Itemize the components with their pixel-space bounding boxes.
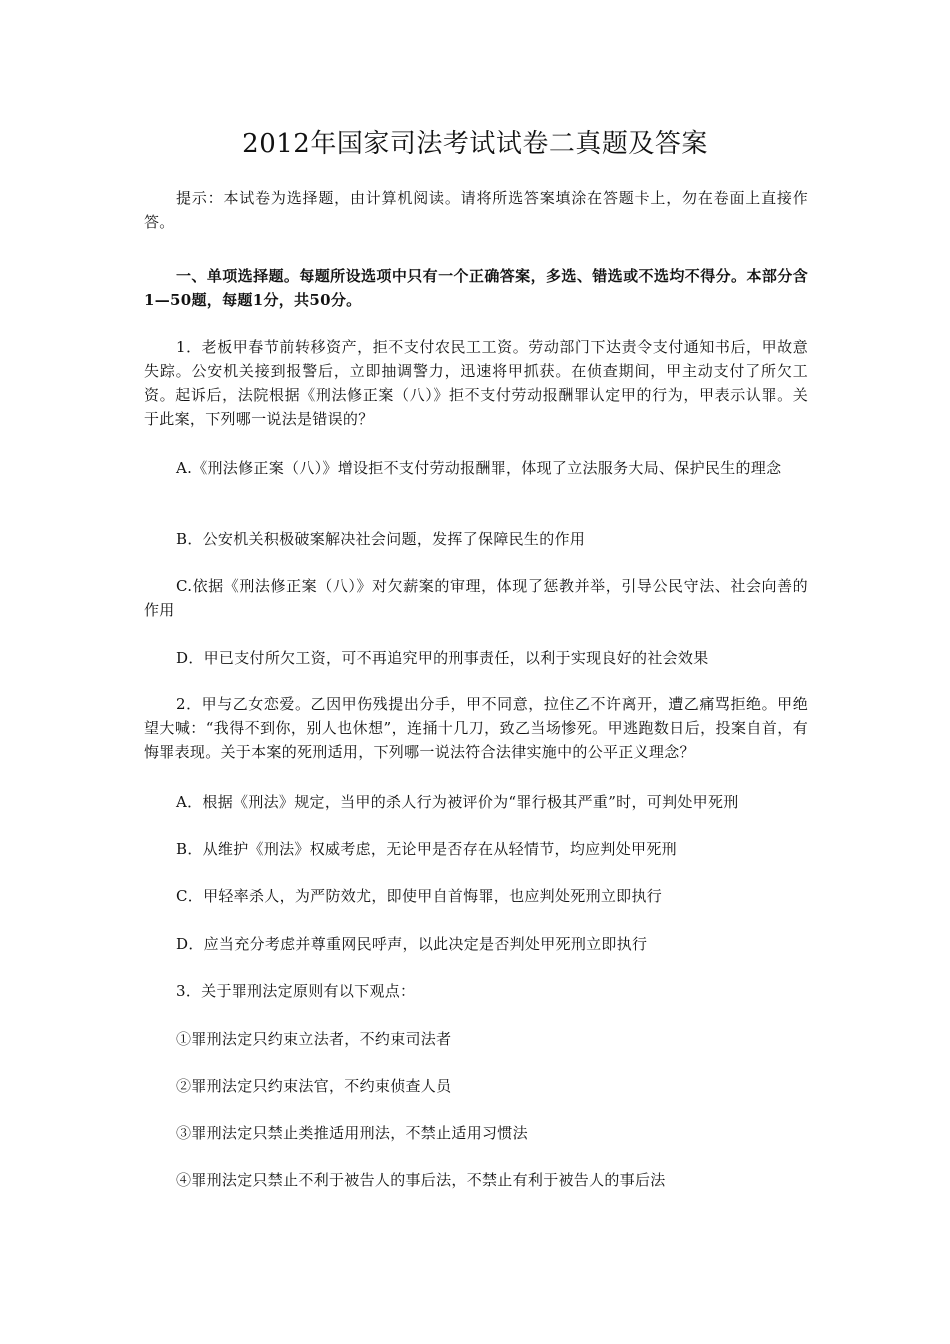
question-3-statement-1: ①罪刑法定只约束立法者，不约束司法者 — [176, 1030, 452, 1048]
section-heading: 一、单项选择题。每题所设选项中只有一个正确答案，多选、错选或不选均不得分。本部分含1—50题，每题1分，共50分。 — [144, 267, 808, 309]
question-1-option-d: D．甲已支付所欠工资，可不再追究甲的刑事责任，以利于实现良好的社会效果 — [176, 649, 709, 667]
question-2-option-c: C．甲轻率杀人，为严防效尤，即使甲自首悔罪，也应判处死刑立即执行 — [176, 887, 663, 905]
question-2-stem: 2．甲与乙女恋爱。乙因甲伤残提出分手，甲不同意，拉住乙不许离开，遭乙痛骂拒绝。甲绝望大喊：“我得不到你，别人也休想”，连捅十几刀，致乙当场惨死。甲逃跑数日后，投案自首，有悔罪表现。关于本案的死刑适用，下列哪一说法符合法律实施中的公平正义理念？ — [144, 695, 808, 761]
question-3-stem: 3．关于罪刑法定原则有以下观点： — [176, 982, 416, 1000]
exam-notice: 提示：本试卷为选择题，由计算机阅读。请将所选答案填涂在答题卡上，勿在卷面上直接作答。 — [144, 189, 808, 231]
question-2-option-d: D．应当充分考虑并尊重网民呼声，以此决定是否判处甲死刑立即执行 — [176, 935, 648, 953]
question-3-statement-2: ②罪刑法定只约束法官，不约束侦查人员 — [176, 1077, 452, 1095]
question-3-statement-3: ③罪刑法定只禁止类推适用刑法，不禁止适用习惯法 — [176, 1124, 528, 1142]
question-3-statement-4: ④罪刑法定只禁止不利于被告人的事后法，不禁止有利于被告人的事后法 — [176, 1171, 666, 1189]
question-2-option-a: A．根据《刑法》规定，当甲的杀人行为被评价为“罪行极其严重”时，可判处甲死刑 — [176, 793, 739, 811]
question-1-option-a: A.《刑法修正案（八）》增设拒不支付劳动报酬罪，体现了立法服务大局、保护民生的理念 — [176, 459, 782, 477]
question-1-stem: 1．老板甲春节前转移资产，拒不支付农民工工资。劳动部门下达责令支付通知书后，甲故意失踪。公安机关接到报警后，立即抽调警力，迅速将甲抓获。在侦查期间，甲主动支付了所欠工资。起诉后，法院根据《刑法修正案（八）》拒不支付劳动报酬罪认定甲的行为，甲表示认罪。关于此案，下列哪一说法是错误的？ — [144, 338, 808, 428]
question-2-option-b: B．从维护《刑法》权威考虑，无论甲是否存在从轻情节，均应判处甲死刑 — [176, 840, 677, 858]
question-1-option-c: C.依据《刑法修正案（八）》对欠薪案的审理，体现了惩教并举，引导公民守法、社会向善的作用 — [144, 577, 808, 619]
question-1-option-b: B．公安机关积极破案解决社会问题，发挥了保障民生的作用 — [176, 530, 586, 548]
document-title: 2012年国家司法考试试卷二真题及答案 — [242, 129, 708, 159]
